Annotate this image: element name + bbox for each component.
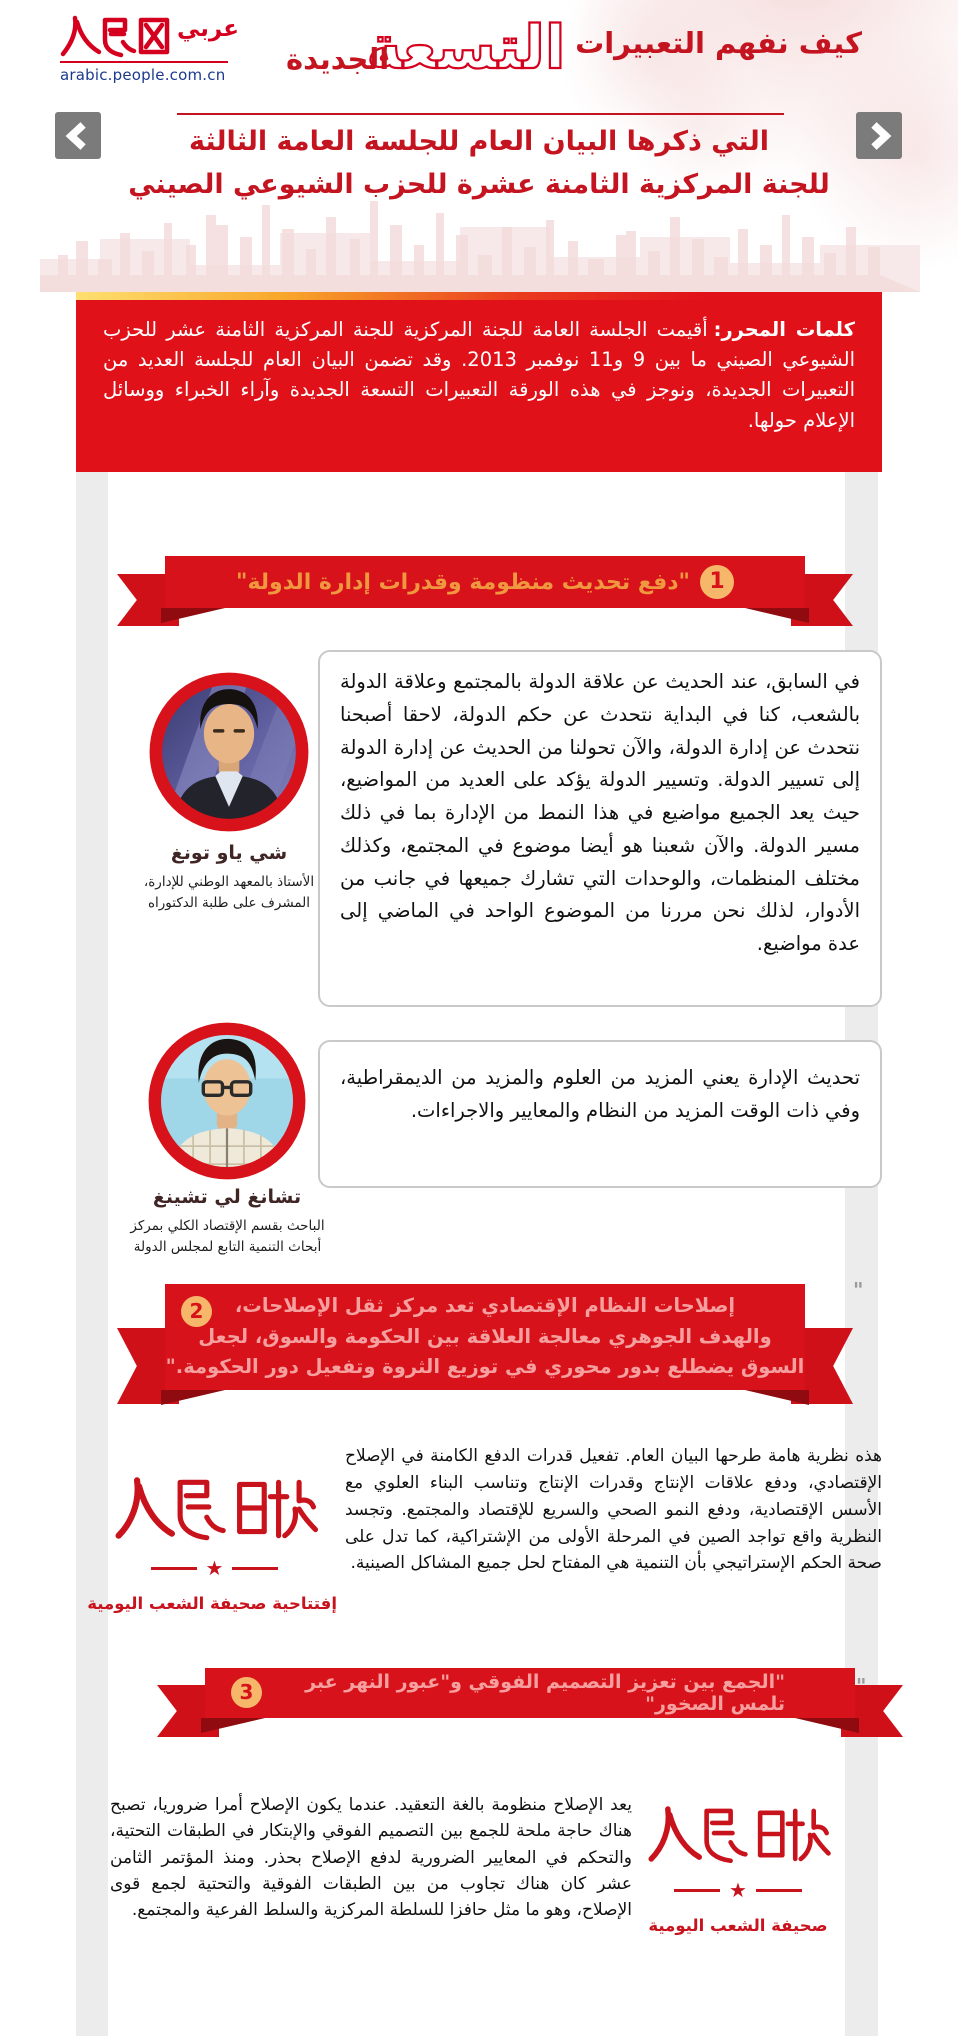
expert1-role-line2: المشرف على طلبة الدكتوراه <box>147 894 311 911</box>
brand-url[interactable]: arabic.people.com.cn <box>60 66 226 84</box>
expert1-quote-bubble <box>318 650 882 1007</box>
nine-kufic-logo: التسعة <box>366 13 566 83</box>
series-title-left: الجديدة <box>286 42 390 76</box>
page-title-line1: التي ذكرها البيان العام للجلسة العامة الثالثة <box>189 126 769 157</box>
editor-note-box <box>76 300 882 472</box>
section2-ribbon <box>165 1284 805 1390</box>
page-title-line2: للجنة المركزية الثامنة عشرة للحزب الشيوعي الصيني <box>128 169 830 201</box>
people-daily-masthead-icon <box>644 1798 832 1870</box>
series-title-right: كيف نفهم التعبيرات <box>575 26 862 60</box>
masthead-star-row <box>638 1880 838 1900</box>
expert1-role <box>105 872 353 914</box>
page-title <box>0 120 958 206</box>
press1-text: هذه نظرية هامة طرحها البيان العام. تفعيل قدرات الدفع الكامنة في الإصلاح الإقتصادي، ودفع علاقات الإنتاج وقدرات الإنتاج وتناسب البناء العلوي مع الأسس الإقتصادية، ودفع النمو الصحي والسريع للإقتصاد والمجتمع. وتجسد النظرية واقع تواجد الصين في المرحلة الأولى من الإشتراكية، كما تدل على صحة الحكم الإستراتيجي بأن التنمية هي المفتاح لحل جميع المشاكل الصينية. <box>345 1446 882 1574</box>
section2-open-quote: " <box>853 1278 864 1302</box>
section2-ribbon-line2: والهدف الجوهري معالجة العلاقة بين الحكومة والسوق، لجعل <box>198 1324 772 1348</box>
press2-text: يعد الإصلاح منظومة بالغة التعقيد. عندما يكون الإصلاح أمرا ضروريا، تصبح هناك حاجة ملحة للجمع بين التصميم الفوقي والإبتكار في الطبقات التحتية، والتحكم في المعايير الضرورية لدفع الإصلاح بحذر. ومنذ المؤتمر الثامن عشر كان هناك تجاوب من بين الطبقات الفوقية والتحتية لجمع قوى الإصلاح، وهو ما مثل حافزا للسلطة المركزية والسلط الفرعية والمجتمع. <box>110 1795 632 1921</box>
expert1-quote-text: في السابق، عند الحديث عن علاقة الدولة بالمجتمع وعلاقة الدولة بالشعب، كنا في البداية نتحدث عن حكم الدولة، لاحقا أصبحنا نتحدث عن إدارة الدولة، والآن تحولنا من الحديث عن إدارة الدولة إلى تسيير الدولة. وتسيير الدولة يؤكد على العديد من المواضيع، حيث يعد الجميع مواضيع في هذا النمط من الإدارة بما في ذلك مسير الدولة. والآن شعبنا هو أيضا موضوع في المجتمع، وكذلك مختلف المنظمات، والوحدات التي تشارك جميعها في جانب من الأدوار، لذلك نحن مررنا من الموضوع الواحد في الماضي إلى عدة مواضيع. <box>340 670 860 955</box>
section3-ribbon <box>205 1668 855 1718</box>
section2-number-badge: 2 <box>181 1296 212 1327</box>
section1-number-badge: 1 <box>700 565 734 599</box>
expert2-photo <box>148 1022 306 1184</box>
expert2-role <box>100 1216 355 1258</box>
bubble-tail-fill <box>318 776 320 796</box>
editor-note-label: كلمات المحرر: <box>713 318 855 341</box>
expert1-role-line1: الأستاذ بالمعهد الوطني للإدارة، <box>143 874 315 890</box>
expert-portrait-glasses-icon <box>148 1022 306 1180</box>
star-row-line <box>151 1567 197 1570</box>
star-row-line <box>674 1889 720 1892</box>
brand-underline <box>60 61 228 63</box>
press2-caption: صحيفة الشعب اليومية <box>648 1916 828 1935</box>
section3-ribbon-title: "الجمع بين تعزيز التصميم الفوقي و"عبور النهر عبر تلمس الصخور" <box>305 1671 785 1715</box>
ribbon-fold-right <box>745 1390 809 1405</box>
people-daily-logo-block <box>638 1798 838 1935</box>
expert1-name: شي ياو تونغ <box>170 842 288 864</box>
star-row-line <box>232 1567 278 1570</box>
editor-note-text: أقيمت الجلسة العامة للجنة المركزية للجنة المركزية الثامنة عشر للحزب الشيوعي الصيني ما بين 9 و11 نوفمبر 2013. وقد تضمن البيان العام للجلسة العديد من التعبيرات الجديدة، ونوجز في هذه الورقة التعبيرات التسعة الجديدة وآراء الخبراء ووسائل الإعلام حولها. <box>103 318 856 432</box>
gradient-bar <box>76 292 882 300</box>
expert1-photo <box>149 672 309 836</box>
site-logo-block[interactable] <box>60 12 250 84</box>
expert2-role-line1: الباحث بقسم الإقتصاد الكلي بمركز <box>130 1218 325 1234</box>
bubble-tail-fill <box>318 1118 320 1138</box>
ribbon-fold-right <box>745 608 809 623</box>
section2-ribbon-line1: إصلاحات النظام الإقتصادي تعد مركز ثقل الإصلاحات، <box>234 1293 736 1317</box>
red-divider-line <box>177 113 784 115</box>
press1-caption: إفتتاحية صحيفة الشعب اليومية <box>87 1594 337 1613</box>
section2-ribbon-line3: السوق يضطلع بدور محوري في توزيع الثروة وتفعيل دور الحكومة." <box>165 1355 805 1379</box>
expert2-quote-bubble <box>318 1040 882 1188</box>
renmin-wang-logo-icon <box>60 12 172 58</box>
section1-ribbon-title: "دفع تحديث منظومة وقدرات إدارة الدولة" <box>235 569 691 595</box>
star-icon: ★ <box>729 1878 747 1902</box>
section3-number-badge: 3 <box>231 1677 262 1708</box>
section1-ribbon <box>165 556 805 608</box>
star-icon: ★ <box>205 1556 224 1580</box>
expert-portrait-suit-icon <box>149 672 309 832</box>
expert2-name: تشانغ لي تشينغ <box>152 1186 302 1208</box>
ribbon-fold-right <box>795 1718 859 1733</box>
people-daily-masthead-icon <box>109 1468 321 1548</box>
masthead-star-row <box>92 1558 337 1578</box>
brand-caption: عربي <box>177 16 239 42</box>
expert2-quote-text: تحديث الإدارة يعني المزيد من العلوم والمزيد من الديمقراطية، وفي ذات الوقت المزيد من النظام والمعايير والاجراءات. <box>340 1066 860 1122</box>
star-row-line <box>756 1889 802 1892</box>
left-gutter-strip <box>76 292 108 2036</box>
header-banner <box>0 0 958 292</box>
people-daily-logo-block <box>87 1468 337 1613</box>
expert2-role-line2: أبحاث التنمية التابع لمجلس الدولة <box>133 1238 322 1255</box>
